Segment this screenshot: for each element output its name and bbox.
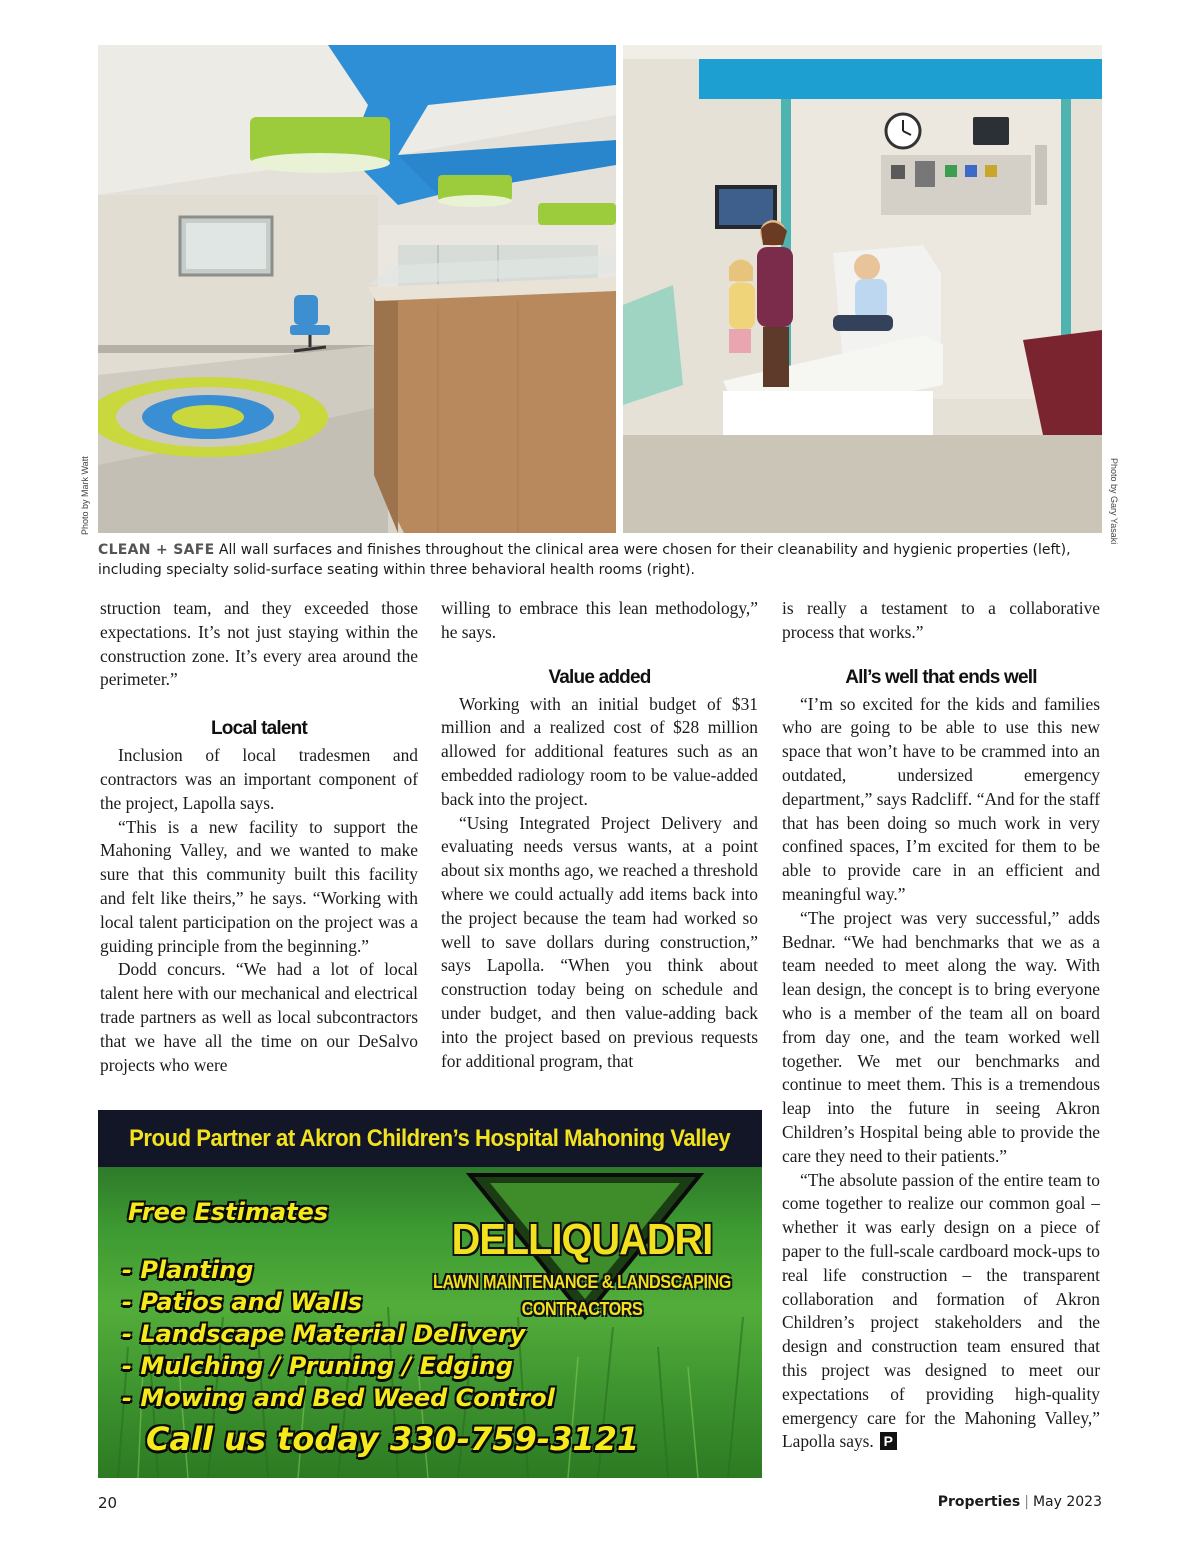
page-number: 20 <box>98 1494 118 1512</box>
ad-brand-tagline: LAWN MAINTENANCE & LANDSCAPING <box>433 1272 731 1292</box>
ad-service-item: - Planting <box>122 1256 254 1284</box>
article-column-3 <box>782 597 1100 1454</box>
paragraph: “This is a new facility to support the Mahoning Valley, and we wanted to make sure that this community built this facility and felt like theirs,” he says. “Working with local talent participation on the project was a guiding principle from the beginning.” <box>100 816 418 956</box>
footer-masthead <box>938 1494 1102 1510</box>
paragraph <box>782 1169 1100 1455</box>
paragraph: is really a testament to a collaborative process that works.” <box>782 598 1100 642</box>
paragraph: Working with an initial budget of $31 million and a realized cost of $28 million allowed for additional features such as an embedded radiology room to be value-added back into the project. <box>441 693 758 809</box>
ad-free-estimates: Free Estimates <box>128 1198 329 1226</box>
ad-service-item: - Landscape Material Delivery <box>122 1320 526 1348</box>
photo-behavioral-health-room <box>623 45 1102 533</box>
photo-nurse-station <box>98 45 616 533</box>
ad-service-item: - Patios and Walls <box>122 1288 362 1316</box>
advertisement-delliquadri[interactable] <box>98 1110 762 1478</box>
ad-banner <box>98 1110 762 1167</box>
publication-name: Properties <box>937 1494 1021 1510</box>
paragraph: “The project was very successful,” adds Bednar. “We had benchmarks that we as a team needed to meet along the way. With lean design, the concept is to bring everyone who is a member of the team all on board from day one, and the team worked well together. We met our benchmarks and continue to meet them. This is a tremendous leap into the future in seeing Akron Children’s Hospital being able to provide the care they need to their patients.” <box>782 907 1100 1166</box>
caption-kicker: CLEAN + SAFE <box>98 542 215 558</box>
exam-room-illustration <box>623 45 1102 533</box>
paragraph: Inclusion of local tradesmen and contractors was an important component of the project, Lapolla says. <box>100 745 418 813</box>
heading-alls-well: All’s well that ends well <box>845 666 1037 688</box>
ad-brand-name: DELLIQUADRI <box>451 1215 713 1264</box>
photo-caption <box>98 540 1106 580</box>
paragraph: “I’m so excited for the kids and families who are going to be able to use this new space that won’t have to be crammed into an outdated, undersized emergency department,” says Radcliff. “And for the staff that has been doing so much work in very confined spaces, I’m excited for them to be able to provide care in an efficient and meaningful way.” <box>782 693 1100 904</box>
heading-value-added: Value added <box>548 666 651 688</box>
heading-local-talent: Local talent <box>211 718 307 740</box>
ad-brand-tagline-2: CONTRACTORS <box>521 1299 643 1319</box>
paragraph-text: “The absolute passion of the entire team to come together to realize our common goal – whether it was early design on a piece of paper to the full-scale cardboard mock-ups to real life construction – the transparent collaboration and formation of Akron Children’s project stakeholders and the design and construction team ensured that this project was designed to meet our expectations of providing high-quality emergency care for the Mahoning Valley,” Lapolla says. <box>782 1169 1100 1452</box>
article-column-2 <box>441 597 758 1073</box>
article-column-1 <box>100 597 418 1077</box>
end-mark-icon: P <box>880 1432 897 1450</box>
ad-service-item: - Mowing and Bed Weed Control <box>122 1384 555 1412</box>
photo-credit-right: Photo by Gary Yasaki <box>1109 458 1119 545</box>
paragraph: “Using Integrated Project Delivery and evaluating needs versus wants, at a point about six months ago, we reached a threshold where we could actually add items back into the project because the team had worked so well to save dollars during construction,” says Lapolla. “When you think about construction today being on schedule and under budget, and then value-adding back into the project based on previous requests for additional program, that <box>441 812 758 1071</box>
paragraph: struction team, and they exceeded those expectations. It’s not just staying within the construction zone. It’s every area around the perimeter.” <box>100 598 418 690</box>
caption-text: All wall surfaces and finishes throughout the clinical area were chosen for their cleanability and hygienic properties (left), including specialty solid-surface seating within three behavioral health rooms (right). <box>98 542 1071 578</box>
nurse-station-illustration <box>98 45 616 533</box>
ad-headline: Proud Partner at Akron Children’s Hospital Mahoning Valley <box>129 1124 731 1152</box>
paragraph: Dodd concurs. “We had a lot of local talent here with our mechanical and electrical trade partners as well as local subcontractors that we have all the time on our DeSalvo projects who were <box>100 959 418 1075</box>
ad-phone-number[interactable]: Call us today 330-759-3121 <box>146 1420 640 1458</box>
issue-date: May 2023 <box>1032 1494 1102 1510</box>
photo-credit-left: Photo by Mark Watt <box>80 456 90 535</box>
ad-service-item: - Mulching / Pruning / Edging <box>122 1352 513 1380</box>
paragraph: willing to embrace this lean methodology,” he says. <box>441 598 758 642</box>
separator: | <box>1024 1494 1029 1510</box>
